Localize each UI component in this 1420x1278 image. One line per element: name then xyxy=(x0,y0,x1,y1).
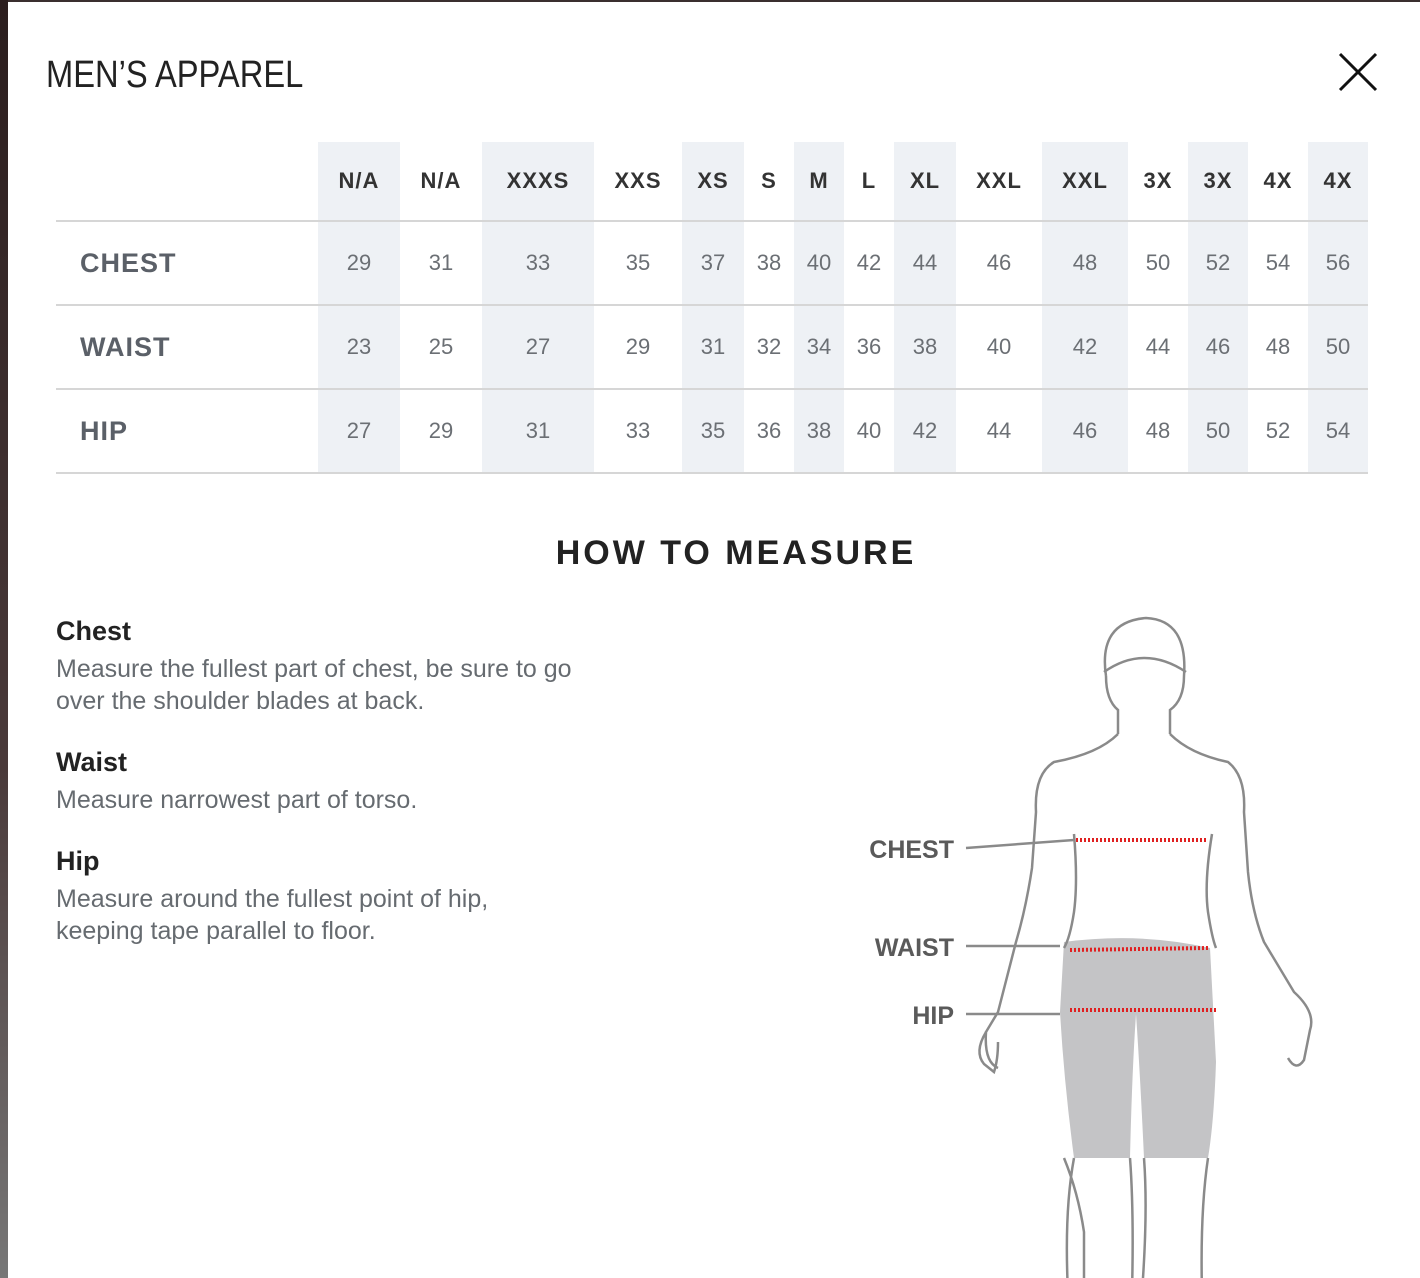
instruction-text: Measure narrowest part of torso. xyxy=(56,786,418,814)
waist-measure-line xyxy=(1070,948,1208,950)
instruction-heading: Waist xyxy=(56,747,128,777)
measure-instructions xyxy=(56,616,576,977)
measurement-value: 42 xyxy=(1042,305,1128,389)
measurement-value: 29 xyxy=(428,418,454,443)
measurement-value: 42 xyxy=(856,250,882,275)
table-corner xyxy=(56,142,318,221)
close-button[interactable] xyxy=(1334,48,1382,96)
chest-figure-label: CHEST xyxy=(869,836,954,864)
measurement-value: 50 xyxy=(1308,305,1368,389)
head-outline xyxy=(1105,618,1184,734)
measurement-value: 40 xyxy=(794,221,844,305)
measurement-value: 50 xyxy=(1145,250,1171,275)
measurement-value: 33 xyxy=(482,221,594,305)
size-header-cell: 4X xyxy=(1263,168,1293,193)
instruction-chest xyxy=(56,616,576,717)
instruction-heading: Hip xyxy=(56,846,100,876)
measurement-value: 36 xyxy=(856,334,882,359)
size-header-cell: 4X xyxy=(1308,142,1368,221)
measurement-value: 29 xyxy=(625,334,651,359)
size-header-cell: XS xyxy=(682,142,744,221)
measurement-value: 44 xyxy=(986,418,1012,443)
size-header-cell: XXXS xyxy=(482,142,594,221)
measurement-value: 38 xyxy=(794,389,844,473)
measurement-value: 42 xyxy=(894,389,956,473)
size-header-row xyxy=(56,142,1368,221)
size-table xyxy=(56,142,1368,474)
body-measure-figure xyxy=(848,612,1328,1278)
hip-figure-label: HIP xyxy=(912,1002,954,1030)
table-row xyxy=(56,305,1368,389)
measurement-value: 31 xyxy=(428,250,454,275)
measurement-value: 54 xyxy=(1265,250,1291,275)
size-header-cell: N/A xyxy=(420,168,462,193)
measurement-value: 25 xyxy=(428,334,454,359)
measurement-value: 29 xyxy=(318,221,400,305)
measurement-value: 38 xyxy=(756,250,782,275)
size-header-cell: N/A xyxy=(318,142,400,221)
size-header-cell: XXS xyxy=(614,168,662,193)
measurement-value: 23 xyxy=(318,305,400,389)
instruction-heading: Chest xyxy=(56,616,132,646)
measurement-value: 27 xyxy=(318,389,400,473)
instruction-text: Measure around the fullest point of hip, keeping tape parallel to floor. xyxy=(56,885,489,945)
size-header-cell: XL xyxy=(894,142,956,221)
instruction-text: Measure the fullest part of chest, be sure to go over the shoulder blades at back. xyxy=(56,655,572,715)
measurement-value: 48 xyxy=(1265,334,1291,359)
measurement-label: WAIST xyxy=(80,331,171,362)
measurement-value: 56 xyxy=(1308,221,1368,305)
measurement-value: 52 xyxy=(1265,418,1291,443)
table-row xyxy=(56,221,1368,305)
page-backdrop xyxy=(0,0,8,1278)
measurement-value: 48 xyxy=(1042,221,1128,305)
measurement-value: 50 xyxy=(1188,389,1248,473)
table-row xyxy=(56,389,1368,473)
size-chart-modal xyxy=(8,2,1420,1278)
instruction-waist xyxy=(56,747,576,816)
size-header-cell: L xyxy=(861,168,877,193)
measurement-value: 32 xyxy=(756,334,782,359)
measurement-value: 27 xyxy=(482,305,594,389)
body-outline-illustration xyxy=(848,612,1328,1278)
measurement-value: 46 xyxy=(1042,389,1128,473)
close-icon xyxy=(1334,48,1382,96)
left-hand-outline xyxy=(979,1032,998,1072)
measurement-value: 33 xyxy=(625,418,651,443)
measurement-value: 31 xyxy=(482,389,594,473)
shorts-shape xyxy=(1060,938,1216,1158)
measurement-value: 48 xyxy=(1145,418,1171,443)
size-header-cell: XXL xyxy=(976,168,1022,193)
helmet-outline xyxy=(1104,658,1186,672)
measurement-value: 52 xyxy=(1188,221,1248,305)
measurement-value: 54 xyxy=(1308,389,1368,473)
size-header-cell: S xyxy=(761,168,777,193)
measurement-value: 38 xyxy=(894,305,956,389)
chest-leader-line xyxy=(966,840,1074,848)
measurement-value: 31 xyxy=(682,305,744,389)
measurement-value: 40 xyxy=(986,334,1012,359)
waist-figure-label: WAIST xyxy=(874,934,954,962)
measurement-value: 46 xyxy=(1188,305,1248,389)
instruction-hip xyxy=(56,846,576,947)
measurement-value: 40 xyxy=(856,418,882,443)
measurement-value: 44 xyxy=(1145,334,1171,359)
measurement-value: 35 xyxy=(682,389,744,473)
measurement-value: 46 xyxy=(986,250,1012,275)
measurement-label: CHEST xyxy=(80,247,177,278)
measurement-value: 44 xyxy=(894,221,956,305)
modal-title: MEN’S APPAREL xyxy=(46,54,304,96)
size-header-cell: M xyxy=(794,142,844,221)
size-header-cell: 3X xyxy=(1143,168,1173,193)
size-header-cell: XXL xyxy=(1042,142,1128,221)
measurement-value: 34 xyxy=(794,305,844,389)
measurement-value: 37 xyxy=(682,221,744,305)
measurement-value: 36 xyxy=(756,418,782,443)
how-to-measure-title: HOW TO MEASURE xyxy=(555,534,917,572)
measurement-label: HIP xyxy=(80,415,129,446)
size-header-cell: 3X xyxy=(1188,142,1248,221)
measurement-value: 35 xyxy=(625,250,651,275)
